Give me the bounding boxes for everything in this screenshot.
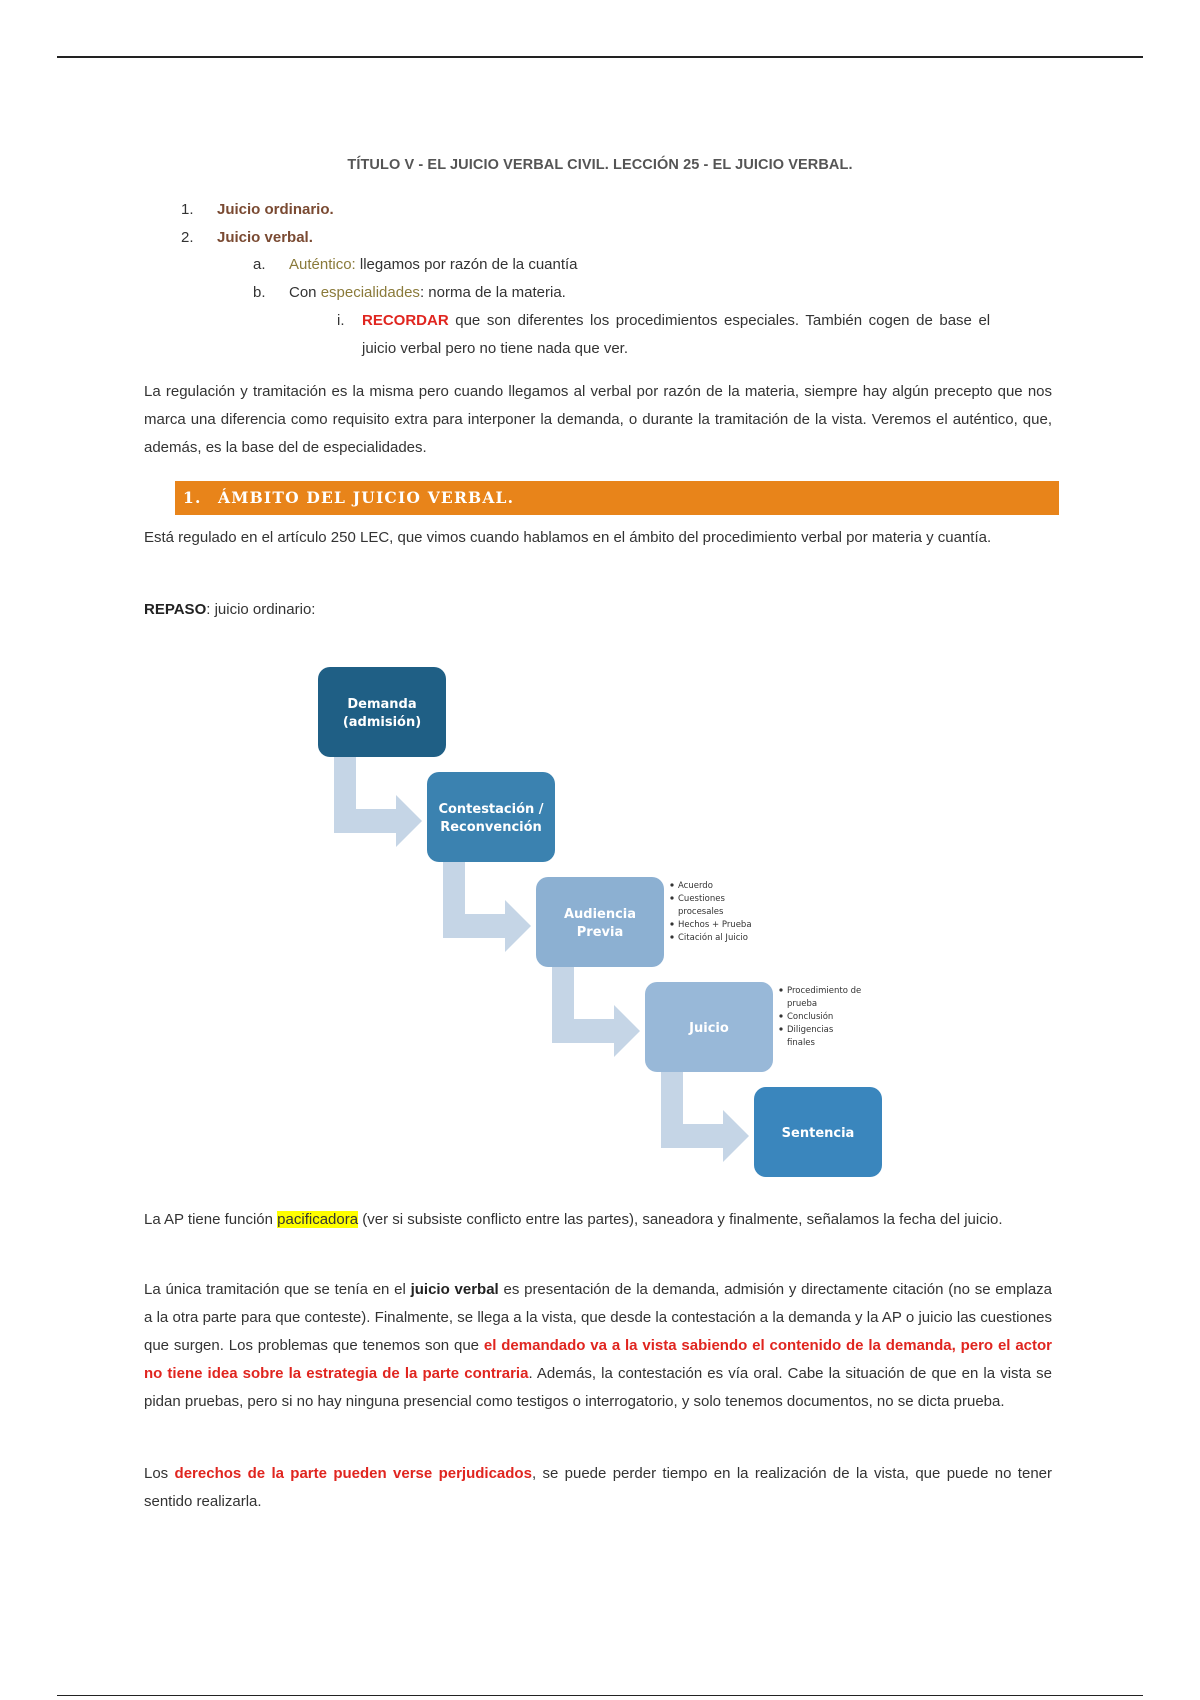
list-number: 1. [181,201,194,218]
diagram-bullet-text: Cuestiones [678,894,725,904]
ambito-paragraph: Está regulado en el artículo 250 LEC, que vimos cuando hablamos en el ámbito del procedimiento verbal por materia y cuantía. [144,529,992,546]
ap-text-1: La AP tiene función [144,1211,278,1228]
unica-text-3: . Además, la contestación es vía oral. Cabe la situación de que en la vista se pidan pruebas, pero si no hay ninguna presencial como testigos o interrogatorio, y solo tenemos documentos, no se dicta prueba. [144,1365,1053,1410]
list-letter: a. [253,256,266,273]
bullet-dot [670,883,673,886]
especialidades-text: : norma de la materia. [419,284,566,301]
list-item-juicio-verbal: Juicio verbal. [217,229,313,246]
unica-paragraph [144,1276,1052,1416]
diagram-bullet-text: finales [787,1038,815,1048]
especialidades-prefix: Con [289,284,321,301]
section-title: ÁMBITO DEL JUICIO VERBAL. [218,488,515,507]
intro-paragraph: La regulación y tramitación es la misma pero cuando llegamos al verbal por razón de la materia, siempre hay algún precepto que nos marca una diferencia como requisito extra para interponer la demanda, o durante la tramitación de la vista. Veremos el auténtico, que, además, es la base del de especialidades. [144,383,1052,456]
list-letter: b. [253,284,266,301]
repaso-label: REPASO [144,601,207,618]
derechos-text-2: , se puede perder tiempo en la realización de la vista, que puede no tener sentido realizarla. [144,1465,1052,1510]
page-title: TÍTULO V - EL JUICIO VERBAL CIVIL. LECCIÓN 25 - EL JUICIO VERBAL. [347,157,853,173]
unica-text-2: es presentación de la demanda, admisión y directamente citación (no se emplaza a la otra parte para que conteste). Finalmente, se llega a la vista, que desde la contestación a la demanda y la AP o juicio las cuestiones que surgen. Los problemas que tenemos son que [144,1281,1052,1354]
unica-red: el demandado va a la vista sabiendo el contenido de la demanda, pero el actor no tiene idea sobre la estrategia de la parte contraria [144,1337,1052,1382]
diagram-bullet-text: Acuerdo [678,881,713,891]
repaso-text: : juicio ordinario: [206,601,316,618]
derechos-text-1: Los [144,1465,175,1482]
diagram-bullet-text: procesales [678,907,724,917]
bullet-dot [779,988,782,991]
diagram-bullet-text: Hechos + Prueba [678,920,752,930]
list-item-juicio-ordinario: Juicio ordinario. [217,201,334,218]
process-step-label: Sentencia [781,1126,855,1141]
bullet-dot [779,1027,782,1030]
bullet-dot [670,922,673,925]
diagram-bullet-text: Conclusión [787,1012,834,1022]
step-arrow [661,1064,749,1162]
step-arrow [552,959,640,1057]
diagram-bullet-text: Diligencias [787,1025,834,1035]
bullet-dot [779,1014,782,1017]
diagram-bullet-text: Procedimiento de [787,986,862,996]
process-step-label: (admisión) [342,715,422,730]
recordar-label: RECORDAR [362,312,449,329]
step-arrow [443,854,531,952]
section-number: 1. [183,488,202,507]
process-step-label: Demanda [347,697,417,712]
unica-text-1: La única tramitación que se tenía en el [144,1281,411,1298]
process-step-label: Juicio [689,1021,729,1036]
ap-highlight: pacificadora [277,1211,359,1228]
process-step-label: Previa [576,925,624,940]
process-step-label: Contestación / [438,802,544,817]
process-step-box [536,877,664,967]
especialidades-label: especialidades [320,284,420,301]
process-step-box [427,772,555,862]
derechos-paragraph [144,1460,1052,1516]
process-step-box [318,667,446,757]
recordar-line-2: juicio verbal pero no tiene nada que ver. [362,340,629,357]
bullet-dot [670,896,673,899]
derechos-red: derechos de la parte pueden verse perjudicados [174,1465,532,1482]
diagram-bullet-text: prueba [787,999,818,1009]
autentico-text: llegamos por razón de la cuantía [355,256,578,273]
list-number: 2. [181,229,194,246]
autentico-label: Auténtico: [289,256,356,273]
ap-text-2: (ver si subsiste conflicto entre las partes), saneadora y finalmente, señalamos la fecha del juicio. [358,1211,1003,1228]
unica-bold: juicio verbal [410,1281,499,1298]
list-roman: i. [337,312,345,329]
process-step-label: Reconvención [440,820,542,835]
step-arrow [334,749,422,847]
process-step-label: Audiencia [563,907,637,922]
bullet-dot [670,935,673,938]
diagram-bullet-text: Citación al Juicio [678,933,748,943]
ap-paragraph [144,1206,1052,1234]
recordar-text-1: que son diferentes los procedimientos especiales. También cogen de base el [448,312,991,329]
